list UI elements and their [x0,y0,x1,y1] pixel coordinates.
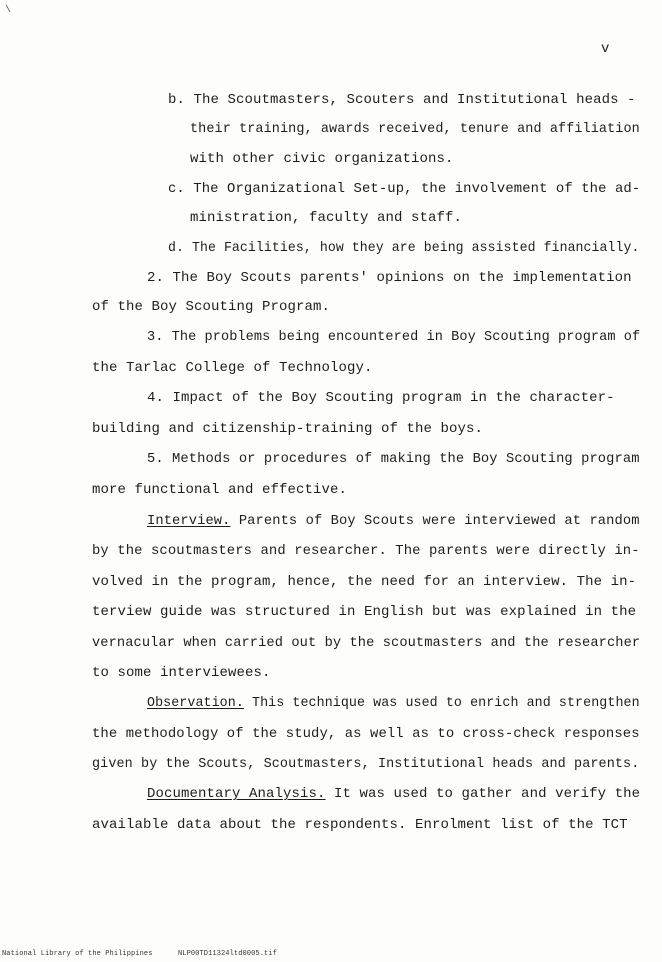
interview-line-4: terview guide was structured in English but was explained in the [92,604,637,620]
observation-line-1 [147,695,640,711]
item-4-line-2: building and citizenship-training of the boys. [92,421,484,437]
interview-line-3: volved in the program, hence, the need for an interview. The in- [92,574,637,590]
page-number: v [601,41,610,57]
item-2-line-1: 2. The Boy Scouts parents' opinions on the implementation [147,270,632,286]
documentary-first-line: It was used to gather and verify the [325,786,641,802]
observation-line-2: the methodology of the study, as well as to cross-check responses [92,726,640,742]
item-3-line-1: 3. The problems being encountered in Boy Scouting program of [147,329,641,345]
interview-line-5: vernacular when carried out by the scoutmasters and the researcher [92,635,641,651]
item-4-line-1: 4. Impact of the Boy Scouting program in the character- [147,390,615,406]
item-5-line-2: more functional and effective. [92,482,348,498]
interview-first-line: Parents of Boy Scouts were interviewed at random [230,513,640,529]
interview-heading: Interview. [147,513,231,529]
item-b-line-2: their training, awards received, tenure and affiliation [190,121,640,137]
item-d-line-1: d. The Facilities, how they are being assisted financially. [168,240,640,256]
documentary-line-2: available data about the respondents. Enrolment list of the TCT [92,817,628,833]
interview-line-6: to some interviewees. [92,665,271,681]
observation-first-line: This technique was used to enrich and strengthen [243,695,640,711]
item-b-line-3: with other civic organizations. [190,151,454,167]
item-c-line-2: ministration, faculty and staff. [190,210,463,226]
observation-heading: Observation. [147,695,244,711]
interview-line-1 [147,513,640,529]
documentary-heading: Documentary Analysis. [147,786,326,802]
margin-mark: \ [5,5,12,16]
footer-file-id: NLP00TD11324ltd0005.tif [178,950,277,958]
item-c-line-1: c. The Organizational Set-up, the involvement of the ad- [168,181,641,197]
item-5-line-1: 5. Methods or procedures of making the Boy Scouting program [147,451,640,467]
footer-library: National Library of the Philippines [2,950,153,958]
documentary-line-1 [147,786,640,802]
interview-line-2: by the scoutmasters and researcher. The parents were directly in- [92,543,640,559]
item-b-line-1: b. The Scoutmasters, Scouters and Institutional heads - [168,92,636,108]
item-2-line-2: of the Boy Scouting Program. [92,299,331,315]
item-3-line-2: the Tarlac College of Technology. [92,360,373,376]
observation-line-3: given by the Scouts, Scoutmasters, Institutional heads and parents. [92,756,640,772]
